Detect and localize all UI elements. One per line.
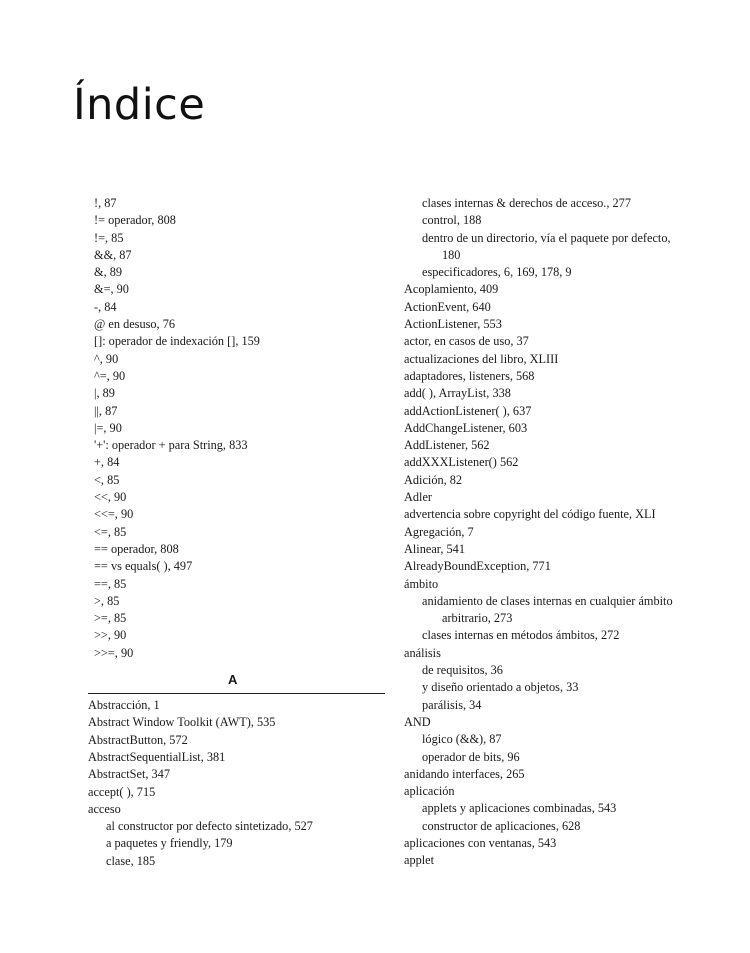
- entry-text: ámbito: [404, 576, 439, 591]
- entry-text: AlreadyBoundException, 771: [404, 559, 551, 574]
- index-subentry: [404, 627, 714, 644]
- entry-text: control, 188: [422, 213, 482, 228]
- entry-text: adaptadores, listeners, 568: [404, 368, 535, 383]
- entry-text: AbstractButton, 572: [88, 732, 188, 747]
- entry-text: dentro de un directorio, vía el paquete por defecto,: [422, 230, 671, 245]
- index-entry: [404, 576, 714, 593]
- index-subentry: [88, 835, 388, 852]
- section-letter: A: [228, 672, 238, 688]
- entry-text: add( ), ArrayList, 338: [404, 386, 511, 401]
- entry-text: accept( ), 715: [88, 784, 156, 799]
- index-entry: <<=, 90: [94, 507, 134, 522]
- index-entry: [404, 766, 714, 783]
- page-title: Índice: [73, 80, 206, 130]
- index-entry: [404, 351, 714, 368]
- index-entry: ==, 85: [94, 576, 127, 591]
- entry-text: Adición, 82: [404, 472, 463, 487]
- entry-text: advertencia sobre copyright del código fuente, XLI: [404, 507, 656, 522]
- index-entry: [404, 714, 714, 731]
- entry-text: actualizaciones del libro, XLIII: [404, 351, 559, 366]
- index-entry: [404, 385, 714, 402]
- entry-text: Adler: [404, 490, 432, 505]
- index-entry: &=, 90: [94, 282, 129, 297]
- index-entry: [404, 368, 714, 385]
- index-entry: [404, 524, 714, 541]
- entry-text: Alinear, 541: [404, 541, 465, 556]
- index-entry: [404, 489, 714, 506]
- index-entry: ^, 90: [94, 351, 119, 366]
- entry-text: especificadores, 6, 169, 178, 9: [422, 265, 572, 280]
- entry-text: clases internas & derechos de acceso., 277: [422, 196, 631, 210]
- index-entry: |, 89: [94, 386, 115, 401]
- index-entry: [404, 835, 714, 852]
- entry-text: anidamiento de clases internas en cualquier ámbito: [422, 593, 673, 608]
- index-entry: <, 85: [94, 472, 120, 487]
- index-entry: ^=, 90: [94, 368, 126, 383]
- entry-text: ActionListener, 553: [404, 317, 502, 332]
- index-entry: '+': operador + para String, 833: [94, 438, 248, 453]
- entry-text: de requisitos, 36: [422, 663, 503, 678]
- index-entry: [404, 454, 714, 471]
- index-subentry: [404, 195, 714, 212]
- index-entry: [404, 472, 714, 489]
- index-entry: [404, 852, 714, 869]
- a-section-entries-continued: [404, 195, 714, 870]
- index-entry: <<, 90: [94, 490, 127, 505]
- index-entry: @ en desuso, 76: [94, 317, 175, 332]
- entry-text: applets y aplicaciones combinadas, 543: [422, 801, 617, 816]
- index-entry: >, 85: [94, 593, 120, 608]
- index-entry: [88, 732, 388, 749]
- index-entry: [404, 506, 714, 523]
- index-entry: >>=, 90: [94, 645, 134, 660]
- index-entry: == operador, 808: [94, 541, 179, 556]
- index-subentry: [88, 853, 388, 870]
- entry-text: a paquetes y friendly, 179: [106, 836, 233, 851]
- index-entry: == vs equals( ), 497: [94, 559, 193, 574]
- index-entry: [88, 714, 388, 731]
- index-entry: !, 87: [94, 196, 117, 210]
- index-entry: != operador, 808: [94, 213, 176, 228]
- index-subentry: [404, 230, 714, 265]
- index-subentry: [88, 818, 388, 835]
- index-entry: [404, 333, 714, 350]
- entry-text: aplicaciones con ventanas, 543: [404, 835, 557, 850]
- index-subentry: [404, 264, 714, 281]
- index-entry: [404, 437, 714, 454]
- index-entry: -, 84: [94, 299, 117, 314]
- index-subentry: [404, 593, 714, 628]
- index-entry: [404, 783, 714, 800]
- entry-text: operador de bits, 96: [422, 749, 520, 764]
- entry-text: clase, 185: [106, 853, 156, 868]
- entry-text: clases internas en métodos ámbitos, 272: [422, 628, 620, 643]
- entry-text: Agregación, 7: [404, 524, 474, 539]
- entry-text: addXXXListener() 562: [404, 455, 519, 470]
- section-divider: [88, 693, 385, 694]
- index-entry: >>, 90: [94, 628, 127, 643]
- index-entry: [88, 697, 388, 714]
- entry-text: applet: [404, 853, 435, 868]
- index-subentry: [404, 731, 714, 748]
- index-entry: [404, 299, 714, 316]
- index-entry: [88, 766, 388, 783]
- entry-text: AddListener, 562: [404, 438, 490, 453]
- index-entry: [88, 801, 388, 818]
- index-entry: >=, 85: [94, 611, 127, 626]
- index-entry: ||, 87: [94, 403, 118, 418]
- entry-text: y diseño orientado a objetos, 33: [422, 680, 579, 695]
- index-entry: |=, 90: [94, 420, 122, 435]
- index-subentry: [404, 662, 714, 679]
- entry-continuation: arbitrario, 273: [442, 611, 513, 626]
- entry-text: AND: [404, 714, 431, 729]
- entry-text: AddChangeListener, 603: [404, 420, 528, 435]
- entry-text: ActionEvent, 640: [404, 299, 491, 314]
- index-entry: <=, 85: [94, 524, 127, 539]
- entry-text: actor, en casos de uso, 37: [404, 334, 529, 349]
- index-entry: !=, 85: [94, 230, 124, 245]
- entry-text: aplicación: [404, 784, 455, 799]
- index-subentry: [404, 697, 714, 714]
- index-entry: [404, 558, 714, 575]
- index-entry: +, 84: [94, 455, 120, 470]
- entry-text: Abstracción, 1: [88, 698, 160, 713]
- index-entry: [404, 420, 714, 437]
- index-entry: &, 89: [94, 265, 123, 280]
- index-column-right: [404, 195, 714, 870]
- entry-text: Acoplamiento, 409: [404, 282, 499, 297]
- index-entry: [88, 749, 388, 766]
- entry-text: anidando interfaces, 265: [404, 766, 525, 781]
- index-entry: [88, 784, 388, 801]
- symbol-entries: [88, 195, 388, 662]
- entry-text: análisis: [404, 645, 441, 660]
- index-entry: &&, 87: [94, 247, 132, 262]
- index-subentry: [404, 679, 714, 696]
- entry-text: AbstractSet, 347: [88, 767, 170, 782]
- index-entry: []: operador de indexación [], 159: [94, 334, 260, 349]
- entry-text: constructor de aplicaciones, 628: [422, 818, 581, 833]
- index-subentry: [404, 212, 714, 229]
- entry-text: lógico (&&), 87: [422, 732, 502, 747]
- index-entry: [404, 316, 714, 333]
- index-entry: [404, 281, 714, 298]
- section-header-a: [88, 668, 388, 694]
- index-column-left: [88, 195, 388, 870]
- entry-continuation: 180: [442, 247, 461, 262]
- entry-text: parálisis, 34: [422, 697, 482, 712]
- entry-text: addActionListener( ), 637: [404, 403, 532, 418]
- entry-text: al constructor por defecto sintetizado, 527: [106, 819, 313, 834]
- entry-text: AbstractSequentialList, 381: [88, 749, 226, 764]
- entry-text: acceso: [88, 801, 121, 816]
- index-entry: [404, 541, 714, 558]
- index-subentry: [404, 818, 714, 835]
- index-entry: [404, 645, 714, 662]
- index-subentry: [404, 749, 714, 766]
- entry-text: Abstract Window Toolkit (AWT), 535: [88, 715, 276, 730]
- index-subentry: [404, 800, 714, 817]
- a-section-entries: [88, 697, 388, 870]
- index-entry: [404, 403, 714, 420]
